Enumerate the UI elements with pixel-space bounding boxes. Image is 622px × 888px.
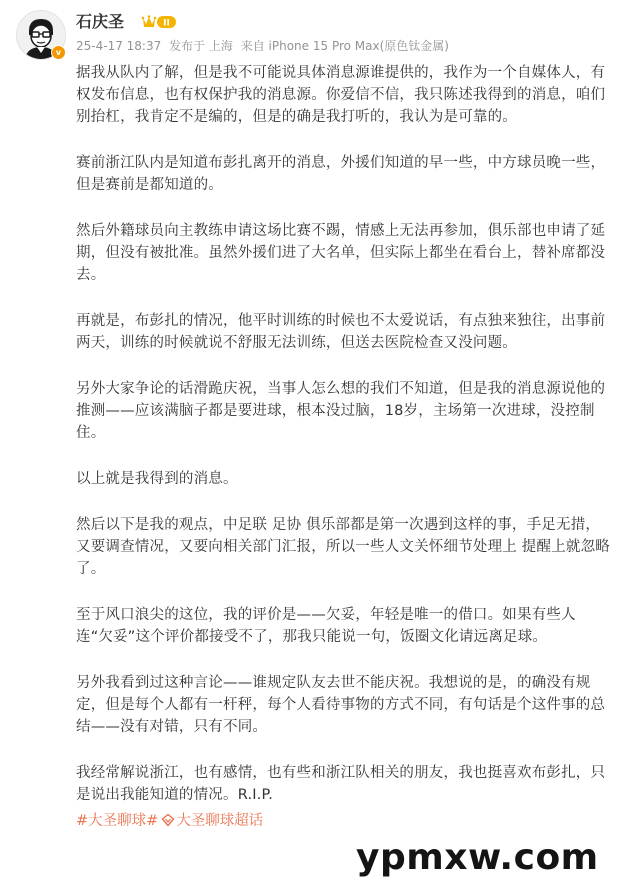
post-time[interactable]: 25-4-17 18:37 (76, 39, 162, 53)
post-paragraph: 赛前浙江队内是知道布彭扎离开的消息，外援们知道的早一些，中方球员晚一些，但是赛前是都知道的。 (76, 155, 606, 193)
post-header (16, 10, 606, 62)
post-paragraph: 另外我看到过这种言论——谁规定队友去世不能庆祝。我想说的是，的确没有规定，但是每个人都有一杆秤，每个人看待事物的方式不同，有句话是个这件事的总结——没有对错，只有不同。 (76, 675, 606, 735)
post-paragraph: 然后以下是我的观点，中足联 足协 俱乐部都是第一次遇到这样的事，手足无措，又要调查情况，又要向相关部门汇报，所以一些人文关怀细节处理上 提醒上就忽略了。 (76, 517, 611, 577)
post-location: 发布于 上海 (169, 39, 233, 53)
crown-level-badge[interactable] (141, 13, 177, 31)
post-body (76, 62, 612, 832)
supertopic-diamond-icon (161, 813, 175, 827)
post-meta (76, 38, 453, 54)
post-paragraph: 据我从队内了解，但是我不可能说具体消息源谁提供的，我作为一个自媒体人，有权发布信息，也有权保护我的消息源。你爱信不信，我只陈述我得到的消息，咱们别抬杠，我肯定不是编的，但是的确是我打听的，我认为是可靠的。 (76, 65, 606, 125)
post-paragraph: 另外大家争论的话滑跪庆祝，当事人怎么想的我们不知道，但是我的消息源说他的推测——应该满脑子都是要进球，根本没过脑，18岁，主场第一次进球，没控制住。 (76, 381, 606, 441)
post-paragraph: 我经常解说浙江，也有感情，也有些和浙江队相关的朋友，我也挺喜欢布彭扎，只是说出我能知道的情况。R.I.P. (76, 765, 606, 803)
post-paragraph: 然后外籍球员向主教练申请这场比赛不踢，情感上无法再参加，俱乐部也申请了延期，但没有被批准。虽然外援们进了大名单，但实际上都坐在看台上，替补席都没去。 (76, 223, 606, 283)
verified-badge-icon: v (51, 45, 66, 60)
level-badge-text: II (163, 18, 170, 29)
site-watermark: ypmxw.com (356, 837, 599, 878)
post-paragraph: 再就是，布彭扎的情况，他平时训练的时候也不太爱说话，有点独来独往，出事前两天，训练的时候就说不舒服无法训练，但送去医院检查又没问题。 (76, 313, 606, 351)
post-paragraph: 以上就是我得到的消息。 (76, 471, 238, 487)
topic-tag-link[interactable]: #大圣聊球# (76, 813, 159, 829)
author-name[interactable]: 石庆圣 (76, 12, 125, 31)
post-tags (76, 810, 612, 832)
post-device: 来自 iPhone 15 Pro Max(原色钛金属) (240, 39, 449, 53)
supertopic-link[interactable]: 大圣聊球超话 (176, 813, 264, 829)
post-paragraph: 至于风口浪尖的这位，我的评价是——欠妥，年轻是唯一的借口。如果有些人连“欠妥”这个评价都接受不了，那我只能说一句，饭圈文化请远离足球。 (76, 607, 576, 645)
